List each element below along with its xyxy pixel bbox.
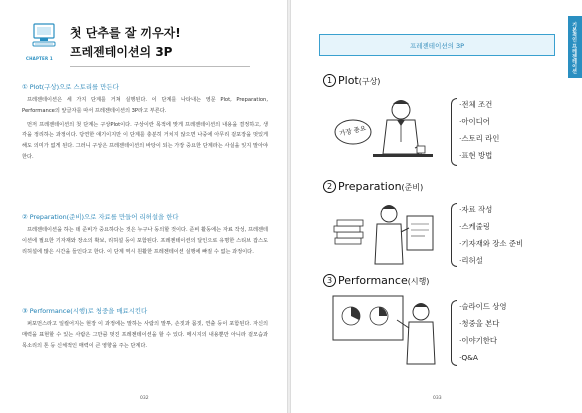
right-page bbox=[291, 0, 582, 413]
bullet-bracket bbox=[451, 98, 457, 166]
computer-illustration-icon bbox=[30, 18, 58, 58]
presenter-with-documents-illustration-icon bbox=[329, 198, 441, 270]
paragraph: 먼저 프레젠테이션의 첫 단계는 구상Plot이다. 구상이란 목적에 맞게 프레젠테이션의 내용을 결정하고, 생각을 정리하는 과정이다. 당연한 얘기이지만 이 단계를 충분히 거치지 않으면 나중에 아무리 겉포장을 멋있게 해도 의미가 없게 된다. 그러니 구상은 프레젠테이션의 바탕이 되는 가장 중요한 단계라는 사실을 잊지 말아야 한다. bbox=[22, 121, 268, 160]
step-sub: (준비) bbox=[401, 183, 424, 192]
side-tab-label: 기본적인 프레젠테이션 bbox=[571, 22, 577, 74]
illus-label: 가장 중요 bbox=[338, 124, 367, 138]
step-title-plot bbox=[323, 74, 380, 87]
paragraph: 퍼포먼스라고 일컬어지는 현장 이 과정에는 말하는 사람의 말투, 손짓과 몸짓, 연출 등이 포함된다. 자신의 매력을 표현할 수 있는 사람은 그만큼 멋진 프레젠테이션을 할 수 있다. 메시지의 내용뿐만 아니라 겉모습과 목소리의 톤 등 신체적인 매력이 큰 영향을 주는 단계다. bbox=[22, 321, 268, 349]
page-title-line1: 첫 단추를 잘 끼우자! bbox=[70, 26, 181, 40]
bullet-item: ·청중을 본다 bbox=[459, 319, 500, 328]
section-heading: ① Plot(구상)으로 스토리를 만든다 bbox=[22, 83, 119, 91]
bullet-item: ·아이디어 bbox=[459, 117, 490, 126]
step-name: Preparation bbox=[338, 180, 402, 193]
bullet-item: ·전체 조건 bbox=[459, 100, 493, 109]
step-name: Plot bbox=[338, 74, 359, 87]
step-sub: (시행) bbox=[407, 277, 430, 286]
bullet-item: ·슬라이드 상영 bbox=[459, 302, 507, 311]
step-bullets-performance bbox=[459, 298, 507, 366]
chapter-label: CHAPTER 1 bbox=[26, 56, 53, 61]
section-heading: ③ Performance(시행)로 청중을 매료시킨다 bbox=[22, 307, 148, 315]
step-number: 2 bbox=[323, 180, 336, 193]
title-divider bbox=[70, 66, 250, 67]
page-title-line2: 프레젠테이션의 3P bbox=[70, 45, 173, 59]
bullet-item: ·리허설 bbox=[459, 256, 483, 265]
step-bullets-plot bbox=[459, 96, 499, 164]
section-plot bbox=[22, 82, 268, 166]
step-title-performance bbox=[323, 274, 429, 287]
step-number: 1 bbox=[323, 74, 336, 87]
step-name: Performance bbox=[338, 274, 408, 287]
section-header-title: 프레젠테이션의 3P bbox=[409, 41, 465, 50]
step-number: 3 bbox=[323, 274, 336, 287]
section-heading: ② Preparation(준비)으로 자료를 만들어 리허설을 한다 bbox=[22, 213, 179, 221]
step-title-preparation bbox=[323, 180, 423, 193]
presenter-at-screen-illustration-icon bbox=[329, 292, 441, 368]
paragraph: 프레젠테이션은 세 가지 단계를 거쳐 실행된다. 이 단계를 나타내는 영문 Plot, Preparation, Performance의 앞글자를 따서 프레젠테이션의 3P라고 부른다. bbox=[22, 97, 268, 114]
bullet-item: ·이야기한다 bbox=[459, 336, 498, 345]
bullet-item: ·스토리 라인 bbox=[459, 134, 500, 143]
bullet-item: ·스케줄링 bbox=[459, 222, 490, 231]
chapter-side-tab bbox=[568, 16, 582, 78]
bullet-bracket bbox=[451, 300, 457, 366]
section-preparation bbox=[22, 212, 268, 260]
bullet-item: ·자료 작성 bbox=[459, 205, 493, 214]
step-bullets-preparation bbox=[459, 201, 523, 269]
paragraph: 프레젠테이션을 하는 데 준비가 중요하다는 것은 누구나 동의할 것이다. 준비 활동에는 자료 작성, 프레젠테이션에 필요한 기자재와 장소의 확보, 리허설 등이 포함된다. 프레젠테이션의 달인으로 유명한 스티브 잡스도 리허설에 많은 시간을 들인다고 한다. 이 단계 역시 원활한 프레젠테이션 실행에 빠질 수 없는 과정이다. bbox=[22, 227, 268, 255]
section-performance bbox=[22, 306, 268, 354]
section-header-box bbox=[319, 34, 555, 56]
step-sub: (구상) bbox=[358, 77, 381, 86]
page-number: 033 bbox=[433, 396, 442, 401]
bullet-bracket bbox=[451, 203, 457, 267]
left-page bbox=[0, 0, 287, 413]
bullet-item: ·기자재와 장소 준비 bbox=[459, 239, 524, 248]
page-number: 032 bbox=[140, 396, 149, 401]
bullet-item: ·표현 방법 bbox=[459, 151, 493, 160]
bullet-item: ·Q&A bbox=[459, 353, 478, 362]
